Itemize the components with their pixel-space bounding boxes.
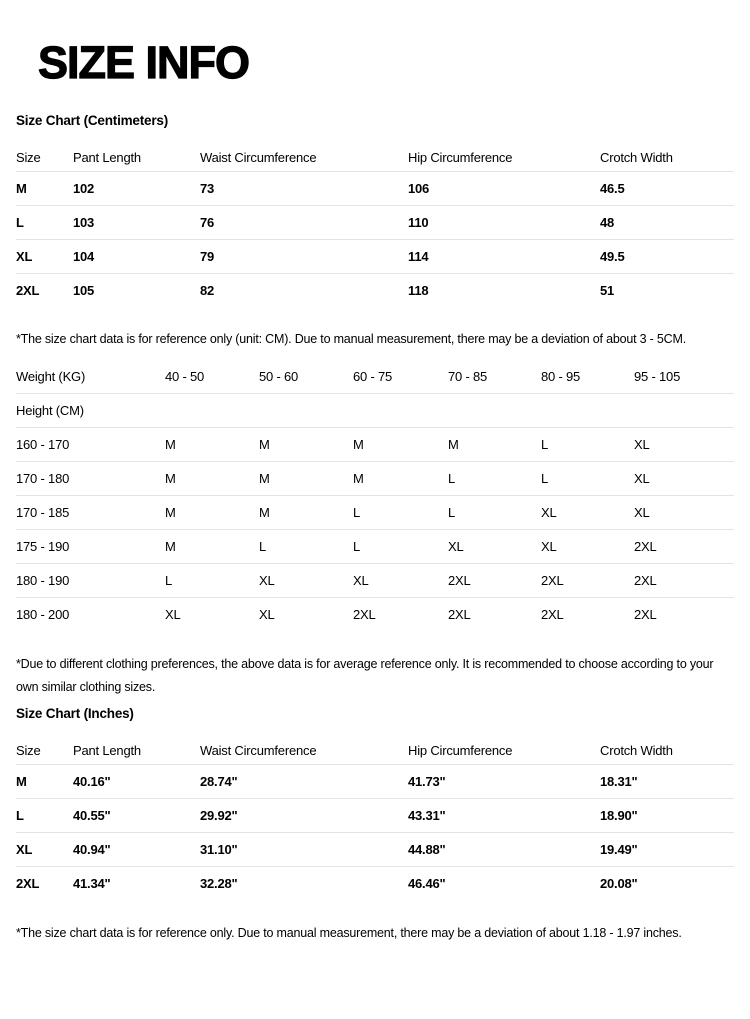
weight-range-header: 50 - 60 xyxy=(259,368,299,384)
table-body xyxy=(16,427,734,631)
recommended-size-cell: M xyxy=(353,437,364,452)
measurement-cell: 103 xyxy=(73,215,95,230)
recommended-size-cell: 2XL xyxy=(448,607,471,622)
table-row xyxy=(16,171,734,205)
height-range-cell: 170 - 180 xyxy=(16,471,70,486)
measurement-cell: 73 xyxy=(200,181,215,196)
measurement-cell: 29.92" xyxy=(200,808,238,823)
weight-range-header: 70 - 85 xyxy=(448,368,488,384)
column-header: Size xyxy=(16,149,41,165)
column-header: Waist Circumference xyxy=(200,742,317,758)
size-label-cell: XL xyxy=(16,249,33,264)
measurement-cell: 20.08" xyxy=(600,876,638,891)
inch-chart-heading: Size Chart (Inches) xyxy=(16,706,134,721)
size-info-page xyxy=(0,37,750,943)
table-row xyxy=(16,866,734,900)
measurement-cell: 79 xyxy=(200,249,215,264)
height-range-cell: 180 - 190 xyxy=(16,573,70,588)
table-row xyxy=(16,764,734,798)
recommended-size-cell: XL xyxy=(541,505,557,520)
measurement-cell: 43.31" xyxy=(408,808,446,823)
weight-range-header: 60 - 75 xyxy=(353,368,393,384)
table-row xyxy=(16,597,734,631)
measurement-cell: 105 xyxy=(73,283,95,298)
measurement-cell: 41.73" xyxy=(408,774,446,789)
recommended-size-cell: XL xyxy=(165,607,181,622)
height-label-row xyxy=(16,393,734,427)
recommended-size-cell: XL xyxy=(634,471,650,486)
measurement-cell: 102 xyxy=(73,181,95,196)
measurement-cell: 18.90" xyxy=(600,808,638,823)
height-range-cell: 180 - 200 xyxy=(16,607,70,622)
recommended-size-cell: XL xyxy=(448,539,464,554)
weight-range-header: 95 - 105 xyxy=(634,368,681,384)
measurement-cell: 46.5 xyxy=(600,181,625,196)
measurement-cell: 114 xyxy=(408,249,429,264)
measurement-cell: 19.49" xyxy=(600,842,638,857)
measurement-cell: 44.88" xyxy=(408,842,446,857)
measurement-cell: 76 xyxy=(200,215,215,230)
size-label-cell: M xyxy=(16,774,27,789)
size-label-cell: 2XL xyxy=(16,283,40,298)
size-label-cell: L xyxy=(16,215,24,230)
weight-height-table xyxy=(16,359,734,631)
column-header: Waist Circumference xyxy=(200,149,317,165)
column-header: Pant Length xyxy=(73,742,141,758)
recommended-size-cell: L xyxy=(165,573,173,588)
recommended-size-cell: 2XL xyxy=(541,607,564,622)
table-row xyxy=(16,205,734,239)
measurement-cell: 40.94" xyxy=(73,842,111,857)
table-row xyxy=(16,798,734,832)
recommended-size-cell: 2XL xyxy=(448,573,471,588)
column-header: Hip Circumference xyxy=(408,742,513,758)
column-header: Crotch Width xyxy=(600,149,673,165)
recommended-size-cell: M xyxy=(259,505,270,520)
recommended-size-cell: M xyxy=(448,437,459,452)
recommended-size-cell: L xyxy=(259,539,267,554)
measurement-cell: 104 xyxy=(73,249,95,264)
recommended-size-cell: 2XL xyxy=(634,539,657,554)
recommended-size-cell: M xyxy=(353,471,364,486)
measurement-cell: 48 xyxy=(600,215,615,230)
column-header: Pant Length xyxy=(73,149,141,165)
measurement-cell: 106 xyxy=(408,181,430,196)
measurement-cell: 51 xyxy=(600,283,615,298)
height-label: Height (CM) xyxy=(16,403,84,418)
table-row xyxy=(16,461,734,495)
table-row xyxy=(16,239,734,273)
recommended-size-cell: L xyxy=(353,505,361,520)
cm-chart-note: *The size chart data is for reference only (unit: CM). Due to manual measurement, there may be a deviation of about 3 - 5CM. xyxy=(16,332,686,346)
weight-header-row xyxy=(16,359,734,393)
cm-size-table xyxy=(16,143,734,307)
inch-size-table xyxy=(16,736,734,900)
recommended-size-cell: XL xyxy=(259,607,275,622)
table-row xyxy=(16,529,734,563)
cm-chart-heading: Size Chart (Centimeters) xyxy=(16,113,168,128)
table-header-row xyxy=(16,143,734,171)
measurement-cell: 110 xyxy=(408,215,429,230)
recommended-size-cell: L xyxy=(448,471,456,486)
table-row xyxy=(16,495,734,529)
size-label-cell: 2XL xyxy=(16,876,40,891)
height-range-cell: 175 - 190 xyxy=(16,539,70,554)
column-header: Crotch Width xyxy=(600,742,673,758)
recommended-size-cell: XL xyxy=(541,539,557,554)
table-body xyxy=(16,171,734,307)
recommended-size-cell: L xyxy=(353,539,361,554)
recommended-size-cell: XL xyxy=(353,573,369,588)
table-header-row xyxy=(16,736,734,764)
size-label-cell: M xyxy=(16,181,27,196)
recommended-size-cell: 2XL xyxy=(634,607,657,622)
recommended-size-cell: 2XL xyxy=(541,573,564,588)
column-header: Hip Circumference xyxy=(408,149,513,165)
measurement-cell: 40.16" xyxy=(73,774,111,789)
measurement-cell: 82 xyxy=(200,283,215,298)
recommended-size-cell: XL xyxy=(259,573,275,588)
recommended-size-cell: M xyxy=(165,437,176,452)
table-row xyxy=(16,832,734,866)
measurement-cell: 46.46" xyxy=(408,876,446,891)
recommended-size-cell: M xyxy=(259,471,270,486)
recommended-size-cell: M xyxy=(165,471,176,486)
measurement-cell: 18.31" xyxy=(600,774,638,789)
recommended-size-cell: XL xyxy=(634,437,650,452)
recommended-size-cell: 2XL xyxy=(634,573,657,588)
recommended-size-cell: L xyxy=(448,505,456,520)
page-title: SIZE INFO xyxy=(38,37,250,88)
size-label-cell: XL xyxy=(16,842,33,857)
weight-range-header: 80 - 95 xyxy=(541,368,581,384)
measurement-cell: 40.55" xyxy=(73,808,111,823)
measurement-cell: 41.34" xyxy=(73,876,111,891)
recommended-size-cell: L xyxy=(541,471,549,486)
table-row xyxy=(16,427,734,461)
recommended-size-cell: M xyxy=(259,437,270,452)
table-row xyxy=(16,563,734,597)
column-header: Size xyxy=(16,742,41,758)
weight-label: Weight (KG) xyxy=(16,368,86,384)
inch-chart-note: *The size chart data is for reference only. Due to manual measurement, there may be a deviation of about 1.18 - 1.97 inches. xyxy=(16,926,682,940)
measurement-cell: 31.10" xyxy=(200,842,238,857)
measurement-cell: 28.74" xyxy=(200,774,238,789)
measurement-cell: 49.5 xyxy=(600,249,625,264)
size-label-cell: L xyxy=(16,808,24,823)
measurement-cell: 118 xyxy=(408,283,429,298)
recommended-size-cell: L xyxy=(541,437,549,452)
recommended-size-cell: XL xyxy=(634,505,650,520)
measurement-cell: 32.28" xyxy=(200,876,238,891)
recommended-size-cell: 2XL xyxy=(353,607,376,622)
table-row xyxy=(16,273,734,307)
weight-range-header: 40 - 50 xyxy=(165,368,205,384)
recommended-size-cell: M xyxy=(165,539,176,554)
fit-chart-note: *Due to different clothing preferences, the above data is for average reference only. It is recommended to choose according to your own similar clothing sizes. xyxy=(16,657,714,694)
height-range-cell: 160 - 170 xyxy=(16,437,70,452)
table-body xyxy=(16,764,734,900)
height-range-cell: 170 - 185 xyxy=(16,505,70,520)
recommended-size-cell: M xyxy=(165,505,176,520)
